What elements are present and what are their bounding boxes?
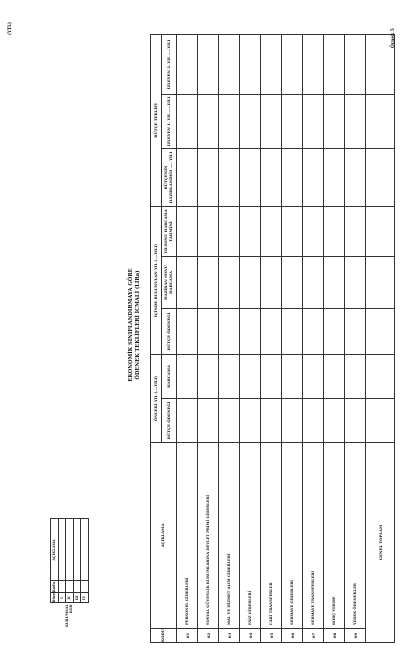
- value-cell: [324, 399, 345, 443]
- value-cell: [219, 34, 240, 94]
- col-aciklama: AÇIKLAMA: [151, 443, 177, 629]
- value-cell: [219, 94, 240, 148]
- value-cell: [261, 355, 282, 399]
- value-cell: [219, 206, 240, 256]
- row-code: 06: [282, 629, 303, 643]
- value-cell: [198, 309, 219, 355]
- level-cell: III: [73, 593, 81, 603]
- table-row: [282, 34, 303, 642]
- value-cell: [324, 148, 345, 206]
- value-cell: [345, 399, 366, 443]
- group-butce-teklifi: BÜTÇE TEKLİFİ: [151, 34, 162, 206]
- value-cell: [345, 94, 366, 148]
- value-cell: [324, 94, 345, 148]
- table-row: [177, 34, 198, 642]
- value-cell: [282, 206, 303, 256]
- level-cell: I: [58, 593, 66, 603]
- example-number-note: Örnek 5: [391, 28, 396, 48]
- value-cell: [345, 355, 366, 399]
- value-cell: [219, 148, 240, 206]
- table-row: [219, 34, 240, 642]
- value-cell: [198, 34, 219, 94]
- value-cell: [177, 257, 198, 309]
- value-cell: [324, 355, 345, 399]
- table-row: [261, 34, 282, 642]
- value-cell: [240, 257, 261, 309]
- row-description: SERMAYE GİDERLERİ: [282, 443, 303, 629]
- row-code: 09: [345, 629, 366, 643]
- code-cell: [58, 581, 66, 593]
- row-description: CARİ TRANSFERLER: [261, 443, 282, 629]
- level-cell: IV: [81, 593, 89, 603]
- value-cell: [198, 148, 219, 206]
- col-butce-hazirlandigi-yil: BÜTÇENİN HAZIRLANDIĞI ….. YILI: [162, 148, 177, 206]
- row-code: 07: [303, 629, 324, 643]
- description-cell: [58, 519, 66, 581]
- value-cell: [240, 355, 261, 399]
- col-onceki-butce-odenegi: BÜTÇE ÖDENEĞİ: [162, 399, 177, 443]
- value-cell: [261, 34, 282, 94]
- value-cell: [177, 148, 198, 206]
- title-line-2: ÖDENEK TEKLİFLERİ İCMALİ (LİRa): [134, 270, 141, 380]
- value-cell: [198, 206, 219, 256]
- col-onceki-harcama: HARCAMA: [162, 355, 177, 399]
- header-aciklama: AÇIKLAMA: [51, 519, 59, 581]
- value-cell: [282, 355, 303, 399]
- value-cell: [282, 309, 303, 355]
- value-cell: [282, 399, 303, 443]
- value-cell: [219, 355, 240, 399]
- row-code: 05: [261, 629, 282, 643]
- currency-unit-label: (YTL): [7, 21, 12, 35]
- level-cell: II: [66, 593, 74, 603]
- value-cell: [345, 257, 366, 309]
- row-description: MAL VE HİZMET ALIM GİDERLERİ: [219, 443, 240, 629]
- value-cell: [303, 257, 324, 309]
- row-code: 01: [177, 629, 198, 643]
- col-izleyen-1-yil: İZLEYEN 1. YIL …..YILI: [162, 94, 177, 148]
- description-cell: [81, 519, 89, 581]
- value-cell: [282, 148, 303, 206]
- total-cell: [366, 399, 395, 443]
- row-description: SERMAYE TRANSFERLERİ: [303, 443, 324, 629]
- col-yilsonu-harcama-tahmini: YILSONU HARCAMA TAHMİNİ: [162, 206, 177, 256]
- value-cell: [324, 34, 345, 94]
- value-cell: [345, 34, 366, 94]
- value-cell: [219, 257, 240, 309]
- kurumsal-kod-label: KURUMSAL KOD: [65, 604, 74, 627]
- total-cell: [366, 94, 395, 148]
- row-code: 02: [198, 629, 219, 643]
- row-code: 03: [219, 629, 240, 643]
- value-cell: [261, 94, 282, 148]
- value-cell: [324, 309, 345, 355]
- code-cell: [81, 581, 89, 593]
- value-cell: [177, 94, 198, 148]
- value-cell: [261, 257, 282, 309]
- title-line-1: EKONOMİK SINIFLANDIRMAYA GÖRE: [128, 268, 134, 382]
- total-cell: [366, 206, 395, 256]
- value-cell: [240, 94, 261, 148]
- col-haziran-sonu-harcama: HAZİRAN SONU HARCAMA: [162, 257, 177, 309]
- value-cell: [303, 206, 324, 256]
- total-row: [366, 34, 395, 642]
- value-cell: [303, 399, 324, 443]
- description-cell: [73, 519, 81, 581]
- value-cell: [177, 309, 198, 355]
- value-cell: [219, 309, 240, 355]
- code-cell: [66, 581, 74, 593]
- row-code: 08: [324, 629, 345, 643]
- table-row: [303, 34, 324, 642]
- col-izleyen-2-yil: İZLEYEN 2. YIL …..YILI: [162, 34, 177, 94]
- value-cell: [219, 399, 240, 443]
- total-cell: [366, 257, 395, 309]
- row-description: BORÇ VERME: [324, 443, 345, 629]
- group-icinde-bulunulan-yil: İÇİNDE BULUNULAN YIL (….YILI): [151, 206, 162, 354]
- value-cell: [198, 399, 219, 443]
- table-row: [198, 34, 219, 642]
- total-cell: [366, 355, 395, 399]
- value-cell: [240, 399, 261, 443]
- code-cell: [73, 581, 81, 593]
- value-cell: [240, 148, 261, 206]
- total-cell: [366, 309, 395, 355]
- document-title: [128, 185, 141, 465]
- table-row: [240, 34, 261, 642]
- header-kodu: Kodu: [52, 582, 57, 592]
- value-cell: [345, 206, 366, 256]
- col-icinde-butce-odenegi: BÜTÇE ÖDENEĞİ: [162, 309, 177, 355]
- value-cell: [303, 94, 324, 148]
- value-cell: [198, 257, 219, 309]
- col-kodu: KODU: [151, 629, 177, 643]
- value-cell: [345, 148, 366, 206]
- value-cell: [177, 399, 198, 443]
- value-cell: [324, 206, 345, 256]
- row-description: SOSYAL GÜVENLİK KURUMLARINA DEVLET PRİMİ GİDERLERİ: [198, 443, 219, 629]
- table-row: [324, 34, 345, 642]
- value-cell: [177, 34, 198, 94]
- description-cell: [66, 519, 74, 581]
- value-cell: [303, 148, 324, 206]
- value-cell: [303, 34, 324, 94]
- row-description: PERSONEL GİDERLERİ: [177, 443, 198, 629]
- genel-toplam-label: GENEL TOPLAM: [366, 443, 395, 643]
- row-description: YEDEK ÖDENEKLER: [345, 443, 366, 629]
- value-cell: [261, 206, 282, 256]
- value-cell: [282, 94, 303, 148]
- value-cell: [261, 309, 282, 355]
- value-cell: [345, 309, 366, 355]
- value-cell: [177, 206, 198, 256]
- header-duzey: Düzey: [52, 591, 57, 603]
- row-code: 04: [240, 629, 261, 643]
- total-cell: [366, 148, 395, 206]
- value-cell: [240, 206, 261, 256]
- value-cell: [198, 94, 219, 148]
- value-cell: [240, 34, 261, 94]
- table-row: [345, 34, 366, 642]
- ekonomik-table: [150, 34, 395, 643]
- value-cell: [261, 148, 282, 206]
- value-cell: [303, 355, 324, 399]
- group-onceki-yil: ÖNCEKİ YIL (….YILI): [151, 355, 162, 443]
- row-description: FAİZ GİDERLERİ: [240, 443, 261, 629]
- value-cell: [240, 309, 261, 355]
- value-cell: [303, 309, 324, 355]
- value-cell: [282, 34, 303, 94]
- value-cell: [198, 355, 219, 399]
- value-cell: [282, 257, 303, 309]
- value-cell: [177, 355, 198, 399]
- kurumsal-kod-table: [50, 519, 89, 628]
- value-cell: [324, 257, 345, 309]
- value-cell: [261, 399, 282, 443]
